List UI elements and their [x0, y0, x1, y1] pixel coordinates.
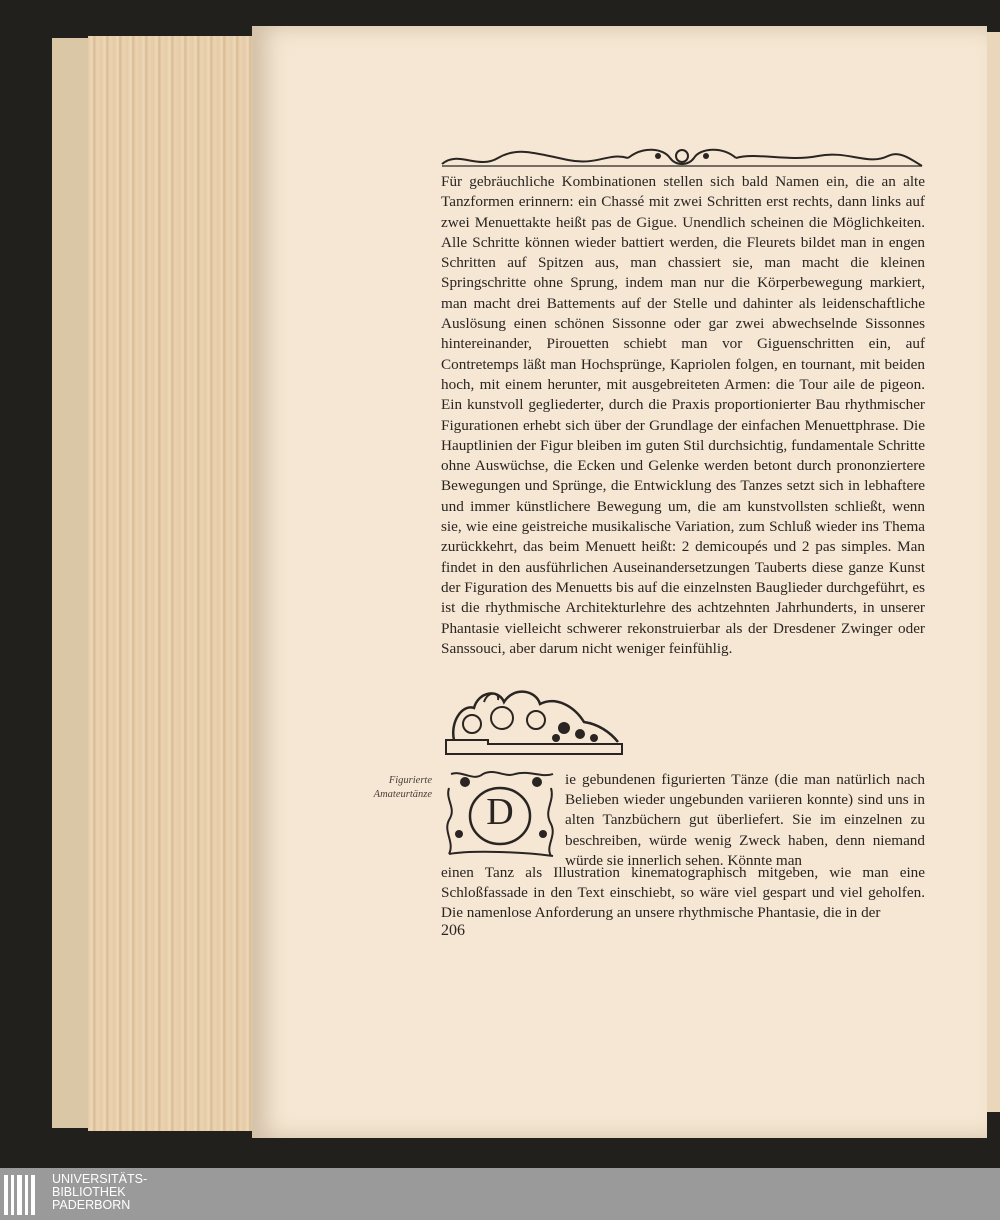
initial-letter: D [486, 791, 514, 833]
library-name-line: PADERBORN [52, 1198, 131, 1212]
library-name-line: BIBLIOTHEK [52, 1185, 126, 1199]
page-edges [88, 36, 258, 1131]
marginal-note-line: Figurierte [388, 775, 432, 786]
section-paragraph-bottom: einen Tanz als Illustration kinematographisch mitgeben, wie man eine Schloßfassade in den Text einschiebt, so wäre viel gespart und viel geholfen. Die namenlose Anforderung an unsere rhythmische Phantasie, die in der [441, 864, 925, 922]
marginal-note-line: Amateurtänze [373, 789, 432, 800]
library-footer-bar [0, 1168, 1000, 1220]
section-paragraph-top: ie gebundenen figurierten Tänze (die man natürlich nach Belieben wieder ungebunden variieren konnte) sind uns in alten Tanzbüchern gut überliefert. Sie im einzelnen zu beschreiben, würde wenig Zweck haben, denn niemand würde sie innerlich sehen. Könnte man [565, 771, 925, 869]
library-logo-icon [2, 1171, 42, 1217]
decorated-initial [443, 768, 557, 858]
ornamental-headpiece [438, 144, 926, 174]
marginal-note [346, 774, 432, 802]
fruit-basket-vignette [444, 682, 626, 758]
library-name-line: UNIVERSITÄTS- [52, 1172, 148, 1186]
library-name [52, 1173, 147, 1212]
page-number: 206 [441, 922, 465, 939]
main-paragraph: Für gebräuchliche Kombinationen stellen sich bald Namen ein, die an alte Tanzformen erinnern: ein Chassé mit zwei Schritten erst rechts, dann links auf zwei Menuettakte heißt pas de Gigue. Unendlich scheinen die Möglichkeiten. Alle Schritte können wieder battiert werden, die Fleurets bildet man in engen Schritten auf Spitzen aus, man chassiert sie, man macht die kleinen Springschritte ohne Sprung, indem man nur die Körperbewegung markiert, man macht drei Battements auf der Stelle und dahinter als leidenschaftliche Auslösung einen schönen Sissonne oder gar zwei abwechselnde Sissonnes hintereinander, Pirouetten schiebt man vor Giguenschritten ein, auf Contretemps läßt man Hochsprünge, Kapriolen folgen, en tournant, mit beiden hoch, mit einem herunter, mit ausgebreiteten Armen: die Tour aile de pigeon. Ein kunstvoll gegliederter, durch die Praxis proportionierter Bau rhythmischer Figurationen erhebt sich über der Grundlage der einfachen Menuettphrase. Die Hauptlinien der Figur bleiben im guten Stil durchsichtig, fundamentale Schritte ohne Auswüchse, die Ecken und Gelenke werden betont durch prononziertere Bewegungen und Sprünge, die Entwicklung des Tanzes setzt sich in lebhaftere und immer künstlichere Bewegung um, die am kunstvollsten schließt, wenn sie, wie eine geistreiche musikalische Variation, zum Schluß wieder ins Thema zurückkehrt, das beim Menuett heißt: 2 demicoupés und 2 pas simples. Man findet in den ausführlichen Auseinandersetzungen Tauberts diese ganze Kunst der Figuration des Menuetts bis auf die einzelnsten Bauglieder durchgeführt, es ist die rhythmische Architekturlehre des achtzehnten Jahrhunderts, in unserer Phantasie vielleicht schwerer rekonstruierbar als der Dresdener Zwinger oder Sanssouci, aber darum nicht weniger feinfühlig. [441, 173, 925, 657]
